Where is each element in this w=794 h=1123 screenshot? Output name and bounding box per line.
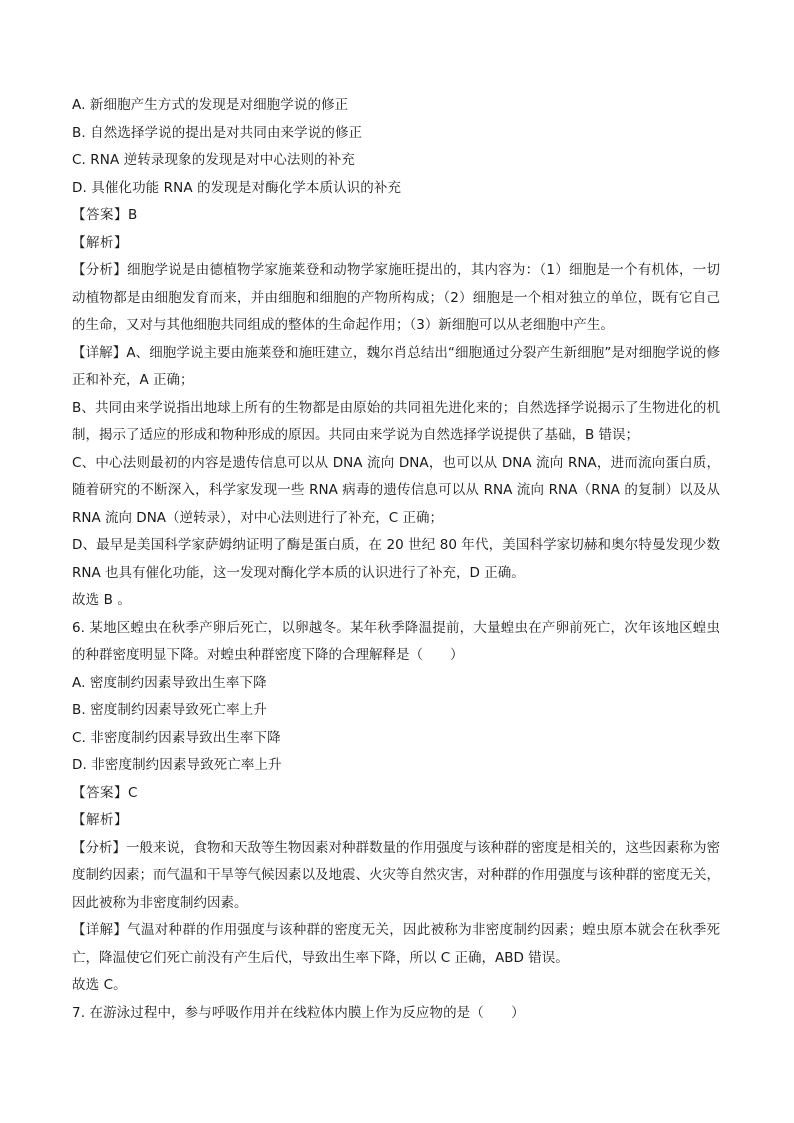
q7-stem: 7. 在游泳过程中，参与呼吸作用并在线粒体内膜上作为反应物的是（ ）: [72, 1004, 525, 1021]
question-6-block: [72, 615, 720, 1000]
q6-fenxi: 【分析】一般来说，食物和天敌等生物因素对种群数量的作用强度与该种群的密度是相关的，这些因素称为密度制约因素；而气温和干旱等气候因素以及地震、火灾等自然灾害，对种群的作用强度与该种群的密度无关，因此被称为非密度制约因素。: [72, 839, 720, 911]
q5-option-c: C. RNA 逆转录现象的发现是对中心法则的补充: [72, 152, 355, 168]
q6-xiangjie: 【详解】气温对种群的作用强度与该种群的密度无关，因此被称为非密度制约因素；蝗虫原本就会在秋季死亡，降温使它们死亡前没有产生后代，导致出生率下降，所以 C 正确，ABD 错误。: [72, 922, 720, 966]
q5-option-b: B. 自然选择学说的提出是对共同由来学说的修正: [72, 124, 363, 141]
q5-xiangjie-d: D、最早是美国科学家萨姆纳证明了酶是蛋白质，在 20 世纪 80 年代，美国科学家切赫和奥尔特曼发现少数 RNA 也具有催化功能，这一发现对酶化学本质的认识进行了补充，D 正确。: [72, 537, 720, 581]
document-page: [72, 92, 720, 1027]
q6-stem: 6. 某地区蝗虫在秋季产卵后死亡，以卵越冬。某年秋季降温提前，大量蝗虫在产卵前死亡，次年该地区蝗虫的种群密度明显下降。对蝗虫种群密度下降的合理解释是（ ）: [72, 619, 720, 663]
q6-option-b: B. 密度制约因素导致死亡率上升: [72, 702, 267, 718]
q5-option-d: D. 具催化功能 RNA 的发现是对酶化学本质认识的补充: [72, 179, 402, 196]
q5-answer: 【答案】B: [72, 207, 138, 223]
q5-xiangjie-c: C、中心法则最初的内容是遗传信息可以从 DNA 流向 DNA，也可以从 DNA 流向 RNA，进而流向蛋白质，随着研究的不断深入，科学家发现一些 RNA 病毒的遗传信息可以从 RNA 流向 RNA（RNA 的复制）以及从 RNA 流向 DNA（逆转录），对中心法则进行了补充，C 正确；: [72, 454, 720, 526]
q5-xiangjie-a: 【详解】A、细胞学说主要由施莱登和施旺建立，魏尔肖总结出“细胞通过分裂产生新细胞”是对细胞学说的修正和补充，A 正确；: [72, 344, 720, 388]
q5-fenxi: 【分析】细胞学说是由德植物学家施莱登和动物学家施旺提出的，其内容为：（1）细胞是一个有机体，一切动植物都是由细胞发育而来，并由细胞和细胞的产物所构成；（2）细胞是一个相对独立的单位，既有它自己的生命，又对与其他细胞共同组成的整体的生命起作用；（3）新细胞可以从老细胞中产生。: [72, 262, 720, 333]
q5-analysis-label: 【解析】: [72, 234, 128, 251]
q6-analysis-label: 【解析】: [72, 812, 128, 828]
q6-option-a: A. 密度制约因素导致出生率下降: [72, 674, 267, 691]
q5-xiangjie-b: B、共同由来学说指出地球上所有的生物都是由原始的共同祖先进化来的；自然选择学说揭示了生物进化的机制，揭示了适应的形成和物种形成的原因。共同由来学说为自然选择学说提供了基础，B 错误；: [72, 399, 720, 443]
q6-conclusion: 故选 C。: [72, 977, 127, 993]
q5-conclusion: 故选 B 。: [72, 592, 131, 608]
q6-answer: 【答案】C: [72, 784, 138, 801]
q5-option-a: A. 新细胞产生方式的发现是对细胞学说的修正: [72, 97, 349, 113]
q6-option-d: D. 非密度制约因素导致死亡率上升: [72, 757, 282, 773]
question-5-block: [72, 92, 720, 615]
q6-option-c: C. 非密度制约因素导致出生率下降: [72, 729, 281, 746]
question-7-block: [72, 1000, 720, 1028]
